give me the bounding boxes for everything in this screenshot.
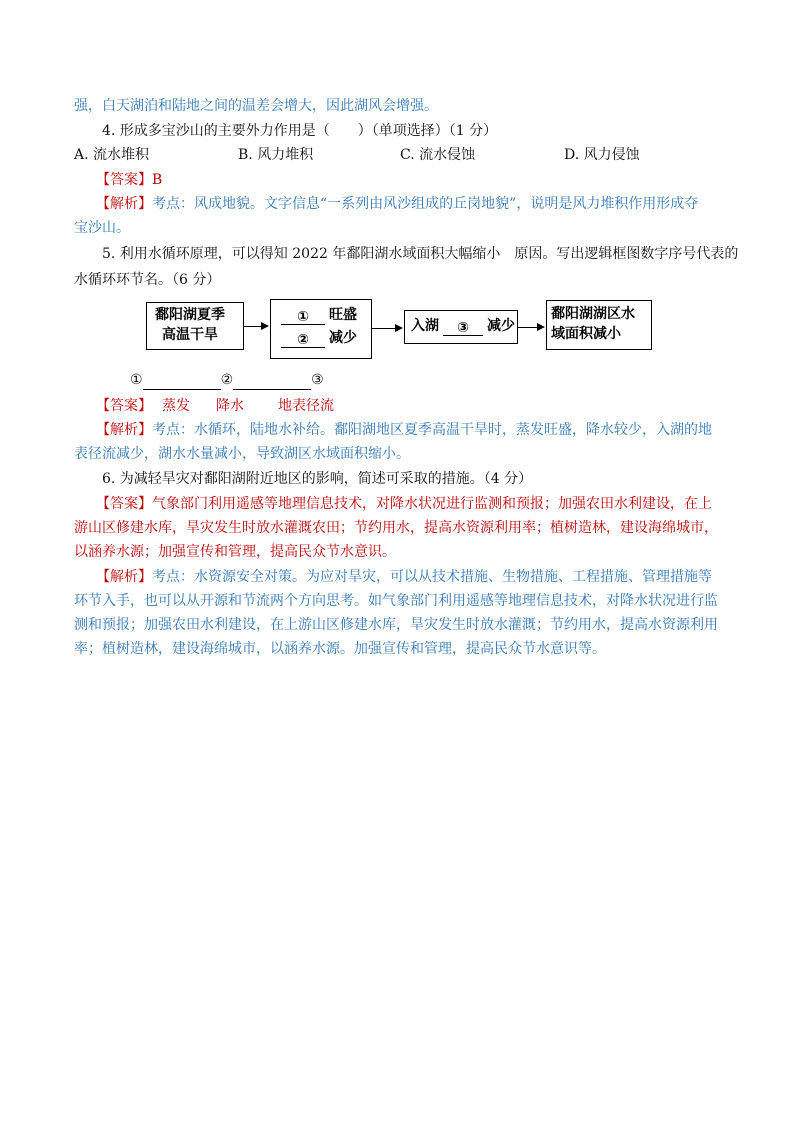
analysis-tag: 【解析】 xyxy=(96,196,152,212)
answer-tag: 【答案】 xyxy=(96,496,152,512)
blank-1-label: ① xyxy=(281,308,325,325)
analysis-text: 考点：水循环，陆地水补给。鄱阳湖地区夏季高温干旱时，蒸发旺盛，降水较少，入湖的地 xyxy=(152,422,712,438)
question-4-analysis-line-2: 宝沙山。 xyxy=(74,220,130,236)
question-4: 4. 形成多宝沙山的主要外力作用是（ ）（单项选择）（1 分） xyxy=(102,123,498,139)
answer-surface-runoff: 地表径流 xyxy=(278,398,334,414)
option-a: A. 流水堆积 xyxy=(74,147,150,163)
flow-box-evaporation-precipitation: ① 旺盛 ② 减少 xyxy=(270,299,372,359)
blank-3-label: ③ xyxy=(443,319,483,336)
question-4-analysis-line-1 xyxy=(96,194,698,214)
analysis-tag: 【解析】 xyxy=(96,422,152,438)
answer-blank-1 xyxy=(143,374,221,390)
flow-box-summer-drought: 鄱阳湖夏季 高温干旱 xyxy=(146,302,244,350)
question-4-options xyxy=(74,145,724,165)
option-d: D. 风力侵蚀 xyxy=(564,147,640,163)
flow-box-runoff: 入湖 ③ 减少 xyxy=(404,310,518,344)
question-5-answer xyxy=(96,396,334,416)
blank-2-label: ② xyxy=(281,331,325,348)
answer-text: 气象部门利用遥感等地理信息技术，对降水状况进行监测和预报；加强农田水利建设，在上 xyxy=(152,496,712,512)
option-b: B. 风力堆积 xyxy=(238,147,314,163)
question-5-analysis-line-1 xyxy=(96,420,712,440)
question-6-analysis-line-1 xyxy=(96,567,712,587)
analysis-text: 考点：风成地貌。文字信息“一系列由风沙组成的丘岗地貌”，说明是风力堆积作用形成夺 xyxy=(152,196,699,212)
question-5-line-2: 水循环环节名。（6 分） xyxy=(74,272,221,288)
answer-evaporation: 蒸发 xyxy=(162,398,190,414)
question-6-answer-line-1 xyxy=(96,494,712,514)
flow-arrow-1 xyxy=(243,326,267,327)
flow-arrow-3 xyxy=(517,327,543,328)
question-6-analysis-line-4: 率；植树造林，建设海绵城市，以涵养水源。加强宣传和管理，提高民众节水意识等。 xyxy=(74,641,606,657)
answer-tag: 【答案】 xyxy=(96,398,152,414)
option-c: C. 流水侵蚀 xyxy=(400,147,476,163)
analysis-text: 考点：水资源安全对策。为应对旱灾，可以从技术措施、生物措施、工程措施、管理措施等 xyxy=(152,569,712,585)
question-6-analysis-line-3: 测和预报；加强农田水利建设，在上游山区修建水库，旱灾发生时放水灌溉；节约用水，提高水资源利用 xyxy=(74,617,718,633)
answer-blank-2 xyxy=(233,374,311,390)
answer-precipitation: 降水 xyxy=(216,398,244,414)
analysis-tag: 【解析】 xyxy=(96,569,152,585)
answer-value: B xyxy=(152,172,163,188)
flow-arrow-2 xyxy=(371,328,401,329)
question-6-answer-line-3: 以涵养水源；加强宣传和管理，提高民众节水意识。 xyxy=(74,544,396,560)
prev-analysis-tail: 强，白天湖泊和陆地之间的温差会增大，因此湖风会增强。 xyxy=(74,98,438,114)
question-5-analysis-line-2: 表径流减少，湖水水量减小，导致湖区水域面积缩小。 xyxy=(74,446,410,462)
question-6-analysis-line-2: 环节入手，也可以从开源和节流两个方向思考。如气象部门利用遥感等地理信息技术，对降水状况进行监 xyxy=(74,593,718,609)
flow-box-lake-area-decrease: 鄱阳湖湖区水 域面积减小 xyxy=(546,300,652,350)
question-6: 6. 为减轻旱灾对鄱阳湖附近地区的影响，简述可采取的措施。（4 分） xyxy=(102,471,533,487)
question-4-answer xyxy=(96,170,162,190)
question-6-answer-line-2: 游山区修建水库，旱灾发生时放水灌溉农田；节约用水，提高水资源利用率；植树造林，建设海绵城市， xyxy=(74,520,718,536)
answer-tag: 【答案】 xyxy=(96,172,152,188)
question-5-blanks: ① ② ③ xyxy=(130,372,324,388)
question-5-line-1: 5. 利用水循环原理，可以得知 2022 年鄱阳湖水域面积大幅缩小 原因。写出逻辑框图数字序号代表的 xyxy=(102,246,739,262)
